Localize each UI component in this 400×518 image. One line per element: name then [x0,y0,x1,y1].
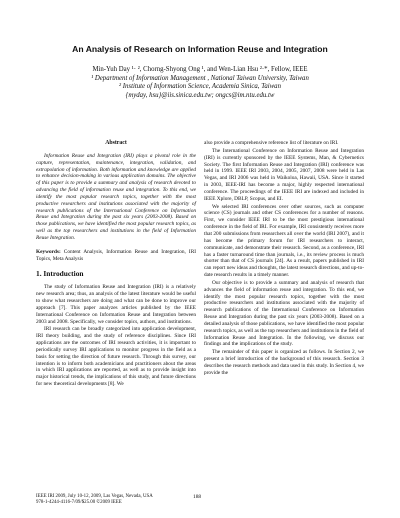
left-column [36,140,196,388]
author-block [0,66,400,100]
body-paragraph-5: The remainder of this paper is organized as follows. In Section 2, we present a brief introduction of the background of this research. Section 3 describes the research methods and data used in this study. In Section 4, we provide the [204,349,364,376]
paper-title: An Analysis of Research on Information Reuse and Integration [72,44,328,54]
author-emails: {myday, hsu}@iis.sinica.edu.tw; ongcs@im.ntu.edu.tw [125,91,275,99]
keywords [36,249,196,263]
right-column [204,140,364,377]
body-paragraph-3: We selected IRI conferences over other sources, such as computer science (CS) journals and other CS conferences for a number of reasons. First, we consider IEEE IRI to be the most prestigious international conference in the field of IRI. For example, IRI consistently receives more that 200 submissions from researchers all over the world (IRI 2007), and it has become the primary forum for IRI researchers to interact, communicate, and demonstrate their research. Second, as a conference, IRI has a faster turnaround time than journals, i.e., its review process is much shorter than that of CS journals [24]. As a result, papers published in IRI can report new ideas and thoughts, the latest research directions, and up-to-date research results in a timely manner. [204,203,364,279]
body-paragraph-4: Our objective is to provide a summary and analysis of research that advances the field of information reuse and integration. To this end, we identify the most popular research topics, together with the most productive researchers and institutions associated with the majority of research publications of the International Conference on Information Reuse and Integration during the past six years (2003-2008). Based on a detailed analysis of those publications, we have identified the most popular research topics, as well as the top researchers and institutions in the field of Information Reuse and Integration. In the following, we discuss our findings and the implications of the study. [204,279,364,348]
keywords-label: Keywords: [36,248,61,255]
body-paragraph-1: also provide a comprehensive reference list of literature on IRI. [204,140,339,146]
footer [36,494,153,506]
keywords-text: Content Analysis, Information Reuse and Integration, IRI Topics, Meta Analysis [36,248,196,262]
footer-isbn: 978-1-4244-4116-7/09/$25.00 ©2009 IEEE [36,500,122,506]
footer-conference: IEEE IRI 2009, July 10-12, 2009, Las Vegas, Nevada, USA [36,494,153,499]
intro-paragraph-2: IRI research can be broadly categorized into application development, IRI theory building, and the study of reference disciplines. Since IRI applications are the outcomes of IRI research activities, it is important to periodically survey IRI applications to monitor progress in the field as a basis for setting the direction of future research. Through this survey, our intention is to inform both academicians and practitioners about the areas in which IRI applications are reported, as well as to provide insight into major historical trends, the implications of this study, and future directions for new theoretical developments [8]. We [36,326,196,388]
section-heading: 1. Introduction [36,268,84,278]
page-number: 188 [193,494,202,500]
author-line: Min-Yuh Day ¹· ², Chorng-Shyong Ong ¹, and Wen-Lian Hsu ²·*, Fellow, IEEE [92,66,308,73]
affiliation-1: ¹ Department of Information Management , National Taiwan University, Taiwan [91,74,309,82]
abstract-text: Information Reuse and Integration (IRI) plays a pivotal role in the capture, representation, maintenance, integration, validation, and extrapolation of information. Both information and knowledge are applied to enhance decision-making in various application domains. The objective of this paper is to provide a summary and analysis of research devoted to advancing the field of information reuse and integration. To this end, we identify the most popular research topics, together with the most productive researchers and institutions associated with the majority of research publications of the International Conference on Information Reuse and Integration during the past six years (2003-2008). Based on those publications, we have identified the most popular research topics, as well as the top researchers and institutions in the field of Information Reuse Integration. [36,152,196,241]
intro-paragraph-1: The study of Information Reuse and Integration (IRI) is a relatively new research area; thus, an analysis of the latest literature would be useful to show what researchers are doing and what can be done to improve our approach [7]. This paper analyzes articles published by the IEEE International Conference on Information Reuse and Integration between 2003 and 2008. Specifically, we consider topics, authors, and institutions. [36,284,196,325]
body-paragraph-2: The International Conference on Information Reuse and Integration (IRI) is currently sponsored by the IEEE Systems, Man, & Cybernetics Society. The first Information Reuse and Integration (IRI) conference was held in 1999. IEEE IRI 2003, 2004, 2005, 2007, 2008 were held in Las Vegas, and IRI 2006 was held in Waikoloa, Hawaii, USA. Since it started in 2003, IEEE-IRI has become a major, highly respected international conference. The proceedings of the IEEE IRI are indexed and included in IEEE Xplore, DBLP, Scopus, and EI. [204,147,364,202]
abstract-heading: Abstract [105,140,127,146]
affiliation-2: ² Institute of Information Science, Academia Sinica, Taiwan [119,83,281,91]
